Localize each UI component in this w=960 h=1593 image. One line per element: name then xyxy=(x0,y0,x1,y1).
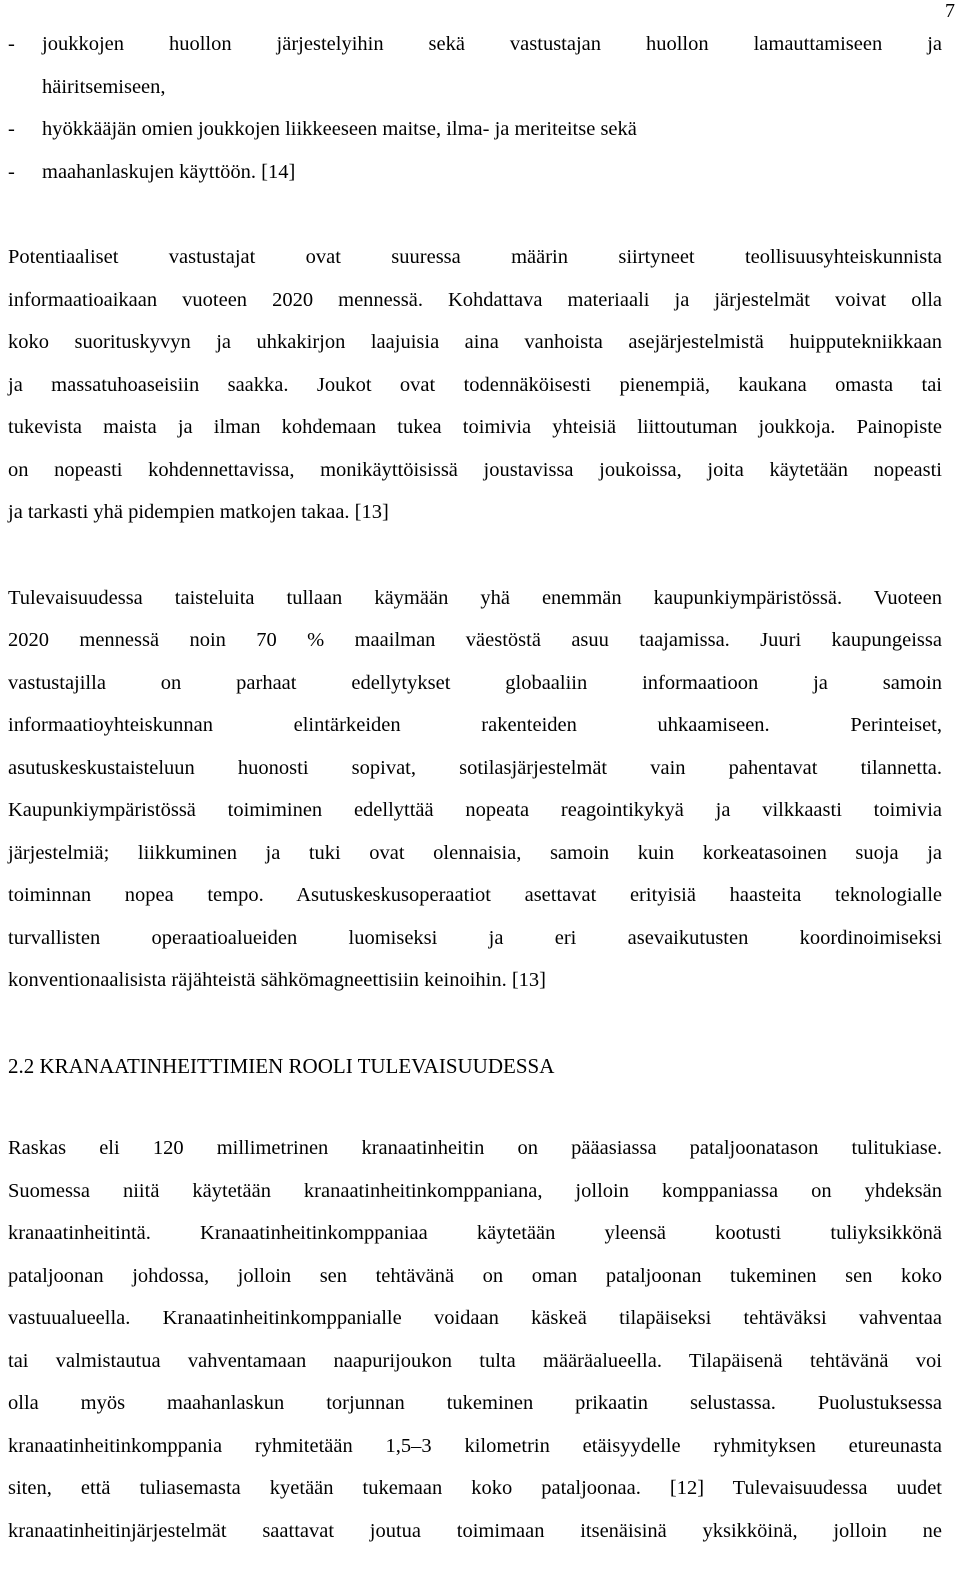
list-item-text: maahanlaskujen käyttöön. [14] xyxy=(42,160,296,183)
text-line: ja massatuhoaseisiin saakka. Joukot ovat todennäköisesti pienempiä, kaukana omasta tai xyxy=(8,373,942,396)
text-line: vastuualueella. Kranaatinheitinkomppanialle voidaan käskeä tilapäiseksi tehtäväksi vahventaa xyxy=(8,1307,942,1329)
text-line: ja tarkasti yhä pidempien matkojen takaa. [13] xyxy=(8,501,389,523)
text-line: informaatioyhteiskunnan elintärkeiden rakenteiden uhkaamiseen. Perinteiset, xyxy=(8,714,942,736)
text-line: informaatioaikaan vuoteen 2020 mennessä. Kohdattava materiaali ja järjestelmät voivat olla xyxy=(8,288,942,311)
text-line: tai valmistautua vahventamaan naapurijoukon tulta määräalueella. Tilapäisenä tehtävänä voi xyxy=(8,1349,942,1372)
list-item xyxy=(8,23,942,66)
section-heading: 2.2 KRANAATINHEITTIMIEN ROOLI TULEVAISUUDESSA xyxy=(8,1053,555,1078)
list-item-continuation xyxy=(8,66,942,109)
list-item-text: hyökkääjän omien joukkojen liikkeeseen maitse, ilma- ja meriteitse sekä xyxy=(42,118,637,140)
paragraph-mortar-role xyxy=(8,1127,942,1552)
text-line: 2020 mennessä noin 70 % maailman väestöstä asuu taajamissa. Juuri kaupungeissa xyxy=(8,629,942,651)
text-line: tukevista maista ja ilman kohdemaan tukea toimivia yhteisiä liittoutuman joukkoja. Painopiste xyxy=(8,416,942,438)
list-item xyxy=(8,151,942,194)
text-line: kranaatinheitinkomppania ryhmitetään 1,5–3 kilometrin etäisyydelle ryhmityksen etureunasta xyxy=(8,1434,942,1457)
list-item xyxy=(8,108,942,151)
text-line: olla myös maahanlaskun torjunnan tukeminen prikaatin selustassa. Puolustuksessa xyxy=(8,1392,942,1414)
text-line: kranaatinheitintä. Kranaatinheitinkomppaniaa käytetään yleensä kootusti tuliyksikkönä xyxy=(8,1222,942,1244)
paragraph-potential-adversaries xyxy=(8,236,942,534)
bullet-dash: - xyxy=(8,160,15,183)
text-line: vastustajilla on parhaat edellytykset globaaliin informaatioon ja samoin xyxy=(8,671,942,694)
paragraph-urban-warfare xyxy=(8,577,942,1002)
text-line: Kaupunkiympäristössä toimiminen edellyttää nopeata reagointikykyä ja vilkkaasti toimivia xyxy=(8,799,942,821)
document-body xyxy=(8,20,942,1552)
text-line: turvallisten operaatioalueiden luomiseksi ja eri asevaikutusten koordinoimiseksi xyxy=(8,926,942,949)
text-line: konventionaalisista räjähteistä sähkömagneettisiin keinoihin. [13] xyxy=(8,969,546,991)
list-item-text: häiritsemiseen, xyxy=(42,75,166,98)
text-line: siten, että tuliasemasta kyetään tukemaan koko pataljoonaa. [12] Tulevaisuudessa uudet xyxy=(8,1477,942,1499)
text-line: Raskas eli 120 millimetrinen kranaatinheitin on pääasiassa pataljoonatason tulitukiase. xyxy=(8,1137,942,1159)
text-line: Tulevaisuudessa taisteluita tullaan käymään yhä enemmän kaupunkiympäristössä. Vuoteen xyxy=(8,586,942,609)
page-number: 7 xyxy=(945,0,955,22)
text-line: koko suorituskyvyn ja uhkakirjon laajuisia aina vanhoista asejärjestelmistä huipputekniikkaan xyxy=(8,331,942,353)
text-line: pataljoonan johdossa, jolloin sen tehtävänä on oman pataljoonan tukeminen sen koko xyxy=(8,1264,942,1287)
bullet-dash: - xyxy=(8,118,15,140)
text-line: järjestelmiä; liikkuminen ja tuki ovat olennaisia, samoin kuin korkeatasoinen suoja ja xyxy=(8,841,942,864)
text-line: Potentiaaliset vastustajat ovat suuressa määrin siirtyneet teollisuusyhteiskunnista xyxy=(8,246,942,268)
text-line: asutuskeskustaisteluun huonosti sopivat, sotilasjärjestelmät vain pahentavat tilannetta. xyxy=(8,756,942,779)
text-line: Suomessa niitä käytetään kranaatinheitinkomppaniana, jolloin komppaniassa on yhdeksän xyxy=(8,1179,942,1202)
text-line: kranaatinheitinjärjestelmät saattavat joutua toimimaan itsenäisinä yksikköinä, jolloin ne xyxy=(8,1519,942,1542)
bullet-dash: - xyxy=(8,33,15,55)
text-line: on nopeasti kohdennettavissa, monikäyttöisissä joustavissa joukoissa, joita käytetään nopeasti xyxy=(8,458,942,481)
text-line: toiminnan nopea tempo. Asutuskeskusoperaatiot asettavat erityisiä haasteita teknologialle xyxy=(8,884,942,906)
list-item-text: joukkojen huollon järjestelyihin sekä vastustajan huollon lamauttamiseen ja xyxy=(42,33,942,55)
